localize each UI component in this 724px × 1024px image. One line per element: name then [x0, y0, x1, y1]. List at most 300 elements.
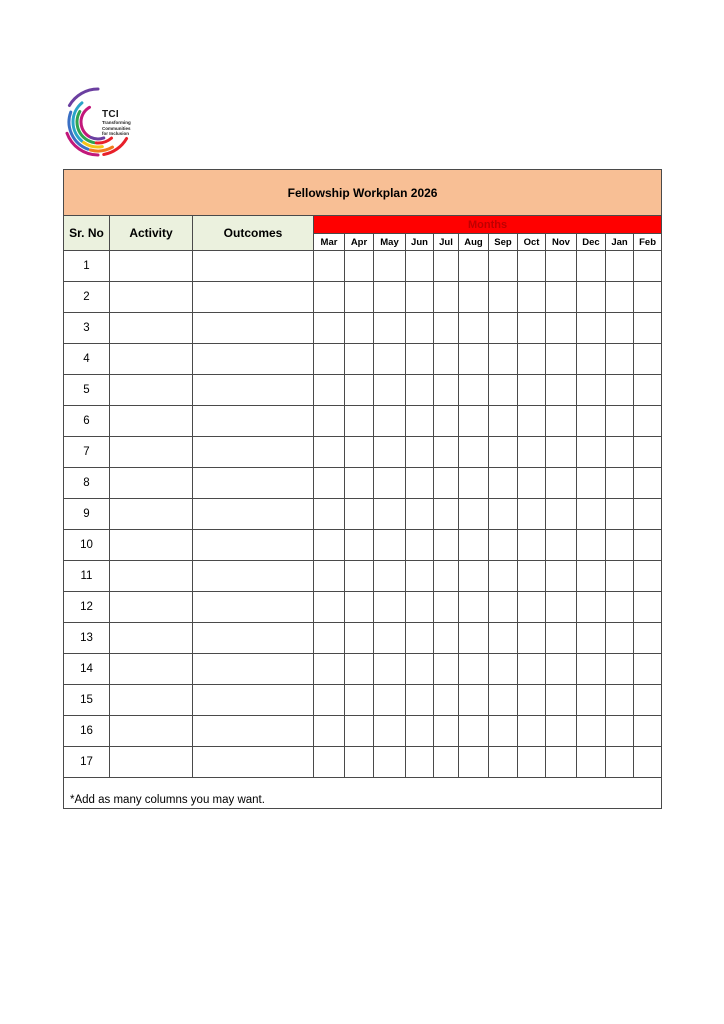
month-cell-aug[interactable] [459, 251, 489, 282]
month-cell-jan[interactable] [606, 623, 634, 654]
month-cell-jul[interactable] [434, 654, 459, 685]
month-cell-may[interactable] [374, 344, 406, 375]
month-header-apr: Apr [345, 234, 374, 251]
month-cell-dec[interactable] [577, 313, 606, 344]
month-cell-oct[interactable] [518, 685, 546, 716]
month-cell-apr[interactable] [345, 251, 374, 282]
activity-cell[interactable] [110, 747, 193, 778]
month-cell-may[interactable] [374, 499, 406, 530]
outcomes-cell[interactable] [193, 344, 314, 375]
month-cell-aug[interactable] [459, 468, 489, 499]
month-cell-mar[interactable] [314, 623, 345, 654]
month-cell-apr[interactable] [345, 623, 374, 654]
outcomes-cell[interactable] [193, 406, 314, 437]
month-cell-sep[interactable] [489, 406, 518, 437]
month-cell-may[interactable] [374, 716, 406, 747]
month-cell-feb[interactable] [634, 468, 662, 499]
row-number: 11 [64, 561, 110, 592]
row-number: 17 [64, 747, 110, 778]
month-cell-sep[interactable] [489, 654, 518, 685]
month-cell-jan[interactable] [606, 592, 634, 623]
month-cell-oct[interactable] [518, 654, 546, 685]
month-cell-mar[interactable] [314, 344, 345, 375]
month-cell-jan[interactable] [606, 313, 634, 344]
month-cell-aug[interactable] [459, 685, 489, 716]
outcomes-cell[interactable] [193, 499, 314, 530]
header-sr-no: Sr. No [64, 216, 110, 251]
month-cell-may[interactable] [374, 282, 406, 313]
activity-cell[interactable] [110, 375, 193, 406]
month-cell-jul[interactable] [434, 375, 459, 406]
table-row [64, 375, 662, 406]
month-cell-jun[interactable] [406, 251, 434, 282]
outcomes-cell[interactable] [193, 654, 314, 685]
month-cell-sep[interactable] [489, 747, 518, 778]
month-cell-may[interactable] [374, 313, 406, 344]
logo-arc [69, 89, 98, 106]
month-cell-apr[interactable] [345, 530, 374, 561]
month-cell-sep[interactable] [489, 530, 518, 561]
month-cell-jun[interactable] [406, 561, 434, 592]
logo-line-2: Communities [102, 125, 131, 131]
month-cell-nov[interactable] [546, 623, 577, 654]
month-cell-sep[interactable] [489, 468, 518, 499]
row-number: 13 [64, 623, 110, 654]
month-header-aug: Aug [459, 234, 489, 251]
table-row [64, 344, 662, 375]
month-cell-dec[interactable] [577, 468, 606, 499]
row-number: 8 [64, 468, 110, 499]
activity-cell[interactable] [110, 685, 193, 716]
month-cell-may[interactable] [374, 685, 406, 716]
month-cell-oct[interactable] [518, 251, 546, 282]
month-cell-mar[interactable] [314, 592, 345, 623]
month-cell-jan[interactable] [606, 375, 634, 406]
month-cell-jul[interactable] [434, 251, 459, 282]
row-number: 15 [64, 685, 110, 716]
month-cell-jul[interactable] [434, 530, 459, 561]
month-cell-apr[interactable] [345, 468, 374, 499]
month-cell-jul[interactable] [434, 406, 459, 437]
month-cell-oct[interactable] [518, 344, 546, 375]
month-cell-jul[interactable] [434, 592, 459, 623]
month-cell-mar[interactable] [314, 530, 345, 561]
month-cell-oct[interactable] [518, 468, 546, 499]
month-cell-mar[interactable] [314, 251, 345, 282]
logo-arc [91, 137, 104, 139]
table-row [64, 623, 662, 654]
month-cell-jan[interactable] [606, 716, 634, 747]
month-cell-jun[interactable] [406, 313, 434, 344]
month-cell-jan[interactable] [606, 685, 634, 716]
month-cell-may[interactable] [374, 406, 406, 437]
month-cell-apr[interactable] [345, 499, 374, 530]
month-cell-nov[interactable] [546, 499, 577, 530]
outcomes-cell[interactable] [193, 468, 314, 499]
month-cell-jul[interactable] [434, 561, 459, 592]
month-cell-jun[interactable] [406, 654, 434, 685]
month-cell-dec[interactable] [577, 375, 606, 406]
month-header-feb: Feb [634, 234, 662, 251]
month-cell-jun[interactable] [406, 344, 434, 375]
month-cell-apr[interactable] [345, 437, 374, 468]
month-cell-nov[interactable] [546, 561, 577, 592]
table-row [64, 747, 662, 778]
month-cell-may[interactable] [374, 623, 406, 654]
month-cell-sep[interactable] [489, 282, 518, 313]
logo-text [102, 110, 131, 137]
month-cell-aug[interactable] [459, 592, 489, 623]
month-cell-mar[interactable] [314, 685, 345, 716]
month-cell-mar[interactable] [314, 375, 345, 406]
month-cell-jun[interactable] [406, 747, 434, 778]
month-cell-apr[interactable] [345, 716, 374, 747]
month-cell-jul[interactable] [434, 468, 459, 499]
activity-cell[interactable] [110, 406, 193, 437]
month-cell-sep[interactable] [489, 499, 518, 530]
row-number: 16 [64, 716, 110, 747]
activity-cell[interactable] [110, 654, 193, 685]
table-row [64, 716, 662, 747]
row-number: 12 [64, 592, 110, 623]
month-header-sep: Sep [489, 234, 518, 251]
month-cell-dec[interactable] [577, 406, 606, 437]
month-cell-nov[interactable] [546, 716, 577, 747]
month-cell-dec[interactable] [577, 561, 606, 592]
month-cell-feb[interactable] [634, 716, 662, 747]
row-number: 14 [64, 654, 110, 685]
month-cell-may[interactable] [374, 468, 406, 499]
month-cell-jan[interactable] [606, 747, 634, 778]
month-cell-jun[interactable] [406, 282, 434, 313]
month-cell-sep[interactable] [489, 344, 518, 375]
month-cell-oct[interactable] [518, 561, 546, 592]
month-cell-nov[interactable] [546, 685, 577, 716]
month-cell-may[interactable] [374, 437, 406, 468]
row-number: 6 [64, 406, 110, 437]
month-cell-apr[interactable] [345, 685, 374, 716]
month-header-oct: Oct [518, 234, 546, 251]
month-cell-apr[interactable] [345, 344, 374, 375]
month-cell-jan[interactable] [606, 282, 634, 313]
month-cell-sep[interactable] [489, 375, 518, 406]
month-cell-oct[interactable] [518, 716, 546, 747]
row-number: 10 [64, 530, 110, 561]
workplan-table [63, 169, 662, 809]
month-header-dec: Dec [577, 234, 606, 251]
month-cell-feb[interactable] [634, 499, 662, 530]
month-header-jan: Jan [606, 234, 634, 251]
month-cell-apr[interactable] [345, 313, 374, 344]
month-cell-jan[interactable] [606, 654, 634, 685]
activity-cell[interactable] [110, 499, 193, 530]
month-cell-aug[interactable] [459, 747, 489, 778]
table-row [64, 313, 662, 344]
month-cell-oct[interactable] [518, 437, 546, 468]
table-title: Fellowship Workplan 2026 [64, 170, 662, 216]
table-row [64, 499, 662, 530]
month-cell-mar[interactable] [314, 499, 345, 530]
month-cell-aug[interactable] [459, 654, 489, 685]
month-cell-oct[interactable] [518, 747, 546, 778]
month-cell-nov[interactable] [546, 313, 577, 344]
outcomes-cell[interactable] [193, 623, 314, 654]
logo-abbr: TCI [102, 109, 120, 120]
month-cell-oct[interactable] [518, 406, 546, 437]
month-cell-apr[interactable] [345, 406, 374, 437]
month-cell-dec[interactable] [577, 282, 606, 313]
outcomes-cell[interactable] [193, 313, 314, 344]
month-cell-feb[interactable] [634, 654, 662, 685]
month-cell-jun[interactable] [406, 716, 434, 747]
header-outcomes: Outcomes [193, 216, 314, 251]
month-cell-jul[interactable] [434, 623, 459, 654]
month-cell-feb[interactable] [634, 685, 662, 716]
month-cell-aug[interactable] [459, 282, 489, 313]
table-row [64, 561, 662, 592]
month-cell-sep[interactable] [489, 716, 518, 747]
month-cell-feb[interactable] [634, 530, 662, 561]
month-cell-dec[interactable] [577, 623, 606, 654]
activity-cell[interactable] [110, 251, 193, 282]
month-cell-oct[interactable] [518, 530, 546, 561]
month-cell-jul[interactable] [434, 344, 459, 375]
month-cell-sep[interactable] [489, 623, 518, 654]
month-cell-feb[interactable] [634, 747, 662, 778]
month-cell-jul[interactable] [434, 716, 459, 747]
activity-cell[interactable] [110, 437, 193, 468]
month-cell-sep[interactable] [489, 437, 518, 468]
month-cell-nov[interactable] [546, 437, 577, 468]
month-cell-feb[interactable] [634, 623, 662, 654]
month-cell-aug[interactable] [459, 406, 489, 437]
month-cell-dec[interactable] [577, 499, 606, 530]
month-cell-sep[interactable] [489, 313, 518, 344]
month-cell-dec[interactable] [577, 747, 606, 778]
month-cell-aug[interactable] [459, 375, 489, 406]
table-row [64, 282, 662, 313]
month-cell-feb[interactable] [634, 592, 662, 623]
activity-cell[interactable] [110, 468, 193, 499]
month-header-nov: Nov [546, 234, 577, 251]
month-cell-jun[interactable] [406, 530, 434, 561]
month-cell-jan[interactable] [606, 406, 634, 437]
month-cell-jul[interactable] [434, 685, 459, 716]
month-cell-dec[interactable] [577, 685, 606, 716]
month-cell-sep[interactable] [489, 251, 518, 282]
outcomes-cell[interactable] [193, 282, 314, 313]
tci-logo [62, 84, 138, 160]
month-cell-jul[interactable] [434, 437, 459, 468]
month-cell-apr[interactable] [345, 561, 374, 592]
month-cell-feb[interactable] [634, 344, 662, 375]
logo-line-3: for Inclusion [102, 131, 129, 136]
month-cell-aug[interactable] [459, 499, 489, 530]
month-header-jul: Jul [434, 234, 459, 251]
month-cell-jul[interactable] [434, 747, 459, 778]
month-cell-jan[interactable] [606, 344, 634, 375]
activity-cell[interactable] [110, 561, 193, 592]
month-cell-dec[interactable] [577, 344, 606, 375]
month-cell-aug[interactable] [459, 437, 489, 468]
month-cell-feb[interactable] [634, 313, 662, 344]
month-cell-may[interactable] [374, 530, 406, 561]
month-cell-may[interactable] [374, 592, 406, 623]
month-cell-nov[interactable] [546, 251, 577, 282]
month-cell-jul[interactable] [434, 313, 459, 344]
month-cell-nov[interactable] [546, 282, 577, 313]
month-cell-dec[interactable] [577, 251, 606, 282]
month-header-mar: Mar [314, 234, 345, 251]
month-cell-feb[interactable] [634, 561, 662, 592]
month-cell-dec[interactable] [577, 437, 606, 468]
month-cell-dec[interactable] [577, 592, 606, 623]
month-cell-jan[interactable] [606, 468, 634, 499]
month-cell-feb[interactable] [634, 282, 662, 313]
month-cell-oct[interactable] [518, 592, 546, 623]
month-cell-aug[interactable] [459, 561, 489, 592]
month-cell-mar[interactable] [314, 654, 345, 685]
month-cell-dec[interactable] [577, 530, 606, 561]
outcomes-cell[interactable] [193, 747, 314, 778]
month-cell-jun[interactable] [406, 623, 434, 654]
month-cell-mar[interactable] [314, 313, 345, 344]
month-cell-may[interactable] [374, 251, 406, 282]
month-cell-nov[interactable] [546, 468, 577, 499]
month-cell-apr[interactable] [345, 375, 374, 406]
header-activity: Activity [110, 216, 193, 251]
month-cell-jun[interactable] [406, 406, 434, 437]
month-cell-nov[interactable] [546, 747, 577, 778]
table-row [64, 654, 662, 685]
outcomes-cell[interactable] [193, 685, 314, 716]
month-cell-oct[interactable] [518, 623, 546, 654]
month-cell-sep[interactable] [489, 592, 518, 623]
outcomes-cell[interactable] [193, 561, 314, 592]
month-cell-mar[interactable] [314, 747, 345, 778]
row-number: 1 [64, 251, 110, 282]
month-header-jun: Jun [406, 234, 434, 251]
month-cell-jan[interactable] [606, 251, 634, 282]
month-cell-feb[interactable] [634, 406, 662, 437]
month-cell-jun[interactable] [406, 437, 434, 468]
activity-cell[interactable] [110, 344, 193, 375]
month-cell-feb[interactable] [634, 375, 662, 406]
month-cell-apr[interactable] [345, 282, 374, 313]
month-cell-jan[interactable] [606, 561, 634, 592]
month-cell-oct[interactable] [518, 499, 546, 530]
month-cell-jan[interactable] [606, 499, 634, 530]
month-cell-nov[interactable] [546, 406, 577, 437]
month-cell-jun[interactable] [406, 499, 434, 530]
month-header-may: May [374, 234, 406, 251]
table-row [64, 530, 662, 561]
row-number: 9 [64, 499, 110, 530]
month-cell-jul[interactable] [434, 282, 459, 313]
table-row [64, 406, 662, 437]
month-cell-aug[interactable] [459, 716, 489, 747]
row-number: 3 [64, 313, 110, 344]
month-cell-aug[interactable] [459, 623, 489, 654]
row-number: 7 [64, 437, 110, 468]
activity-cell[interactable] [110, 530, 193, 561]
month-cell-oct[interactable] [518, 375, 546, 406]
month-cell-jun[interactable] [406, 685, 434, 716]
month-cell-jan[interactable] [606, 437, 634, 468]
outcomes-cell[interactable] [193, 716, 314, 747]
month-cell-mar[interactable] [314, 282, 345, 313]
outcomes-cell[interactable] [193, 251, 314, 282]
month-cell-jun[interactable] [406, 468, 434, 499]
month-cell-mar[interactable] [314, 716, 345, 747]
logo-arc [81, 107, 89, 136]
month-cell-aug[interactable] [459, 344, 489, 375]
month-cell-nov[interactable] [546, 375, 577, 406]
month-cell-dec[interactable] [577, 654, 606, 685]
month-cell-apr[interactable] [345, 592, 374, 623]
outcomes-cell[interactable] [193, 375, 314, 406]
note-cell [64, 778, 662, 809]
month-cell-nov[interactable] [546, 530, 577, 561]
month-cell-jul[interactable] [434, 499, 459, 530]
table-row [64, 437, 662, 468]
month-cell-jun[interactable] [406, 375, 434, 406]
month-cell-may[interactable] [374, 375, 406, 406]
outcomes-cell[interactable] [193, 530, 314, 561]
table-row [64, 592, 662, 623]
month-cell-mar[interactable] [314, 561, 345, 592]
activity-cell[interactable] [110, 623, 193, 654]
table-row [64, 251, 662, 282]
month-cell-mar[interactable] [314, 406, 345, 437]
activity-cell[interactable] [110, 313, 193, 344]
month-cell-may[interactable] [374, 561, 406, 592]
month-cell-sep[interactable] [489, 685, 518, 716]
month-cell-apr[interactable] [345, 654, 374, 685]
month-cell-mar[interactable] [314, 437, 345, 468]
month-cell-nov[interactable] [546, 344, 577, 375]
month-cell-jan[interactable] [606, 530, 634, 561]
month-cell-dec[interactable] [577, 716, 606, 747]
month-cell-aug[interactable] [459, 530, 489, 561]
outcomes-cell[interactable] [193, 592, 314, 623]
row-number: 5 [64, 375, 110, 406]
month-cell-sep[interactable] [489, 561, 518, 592]
row-number: 4 [64, 344, 110, 375]
month-cell-may[interactable] [374, 747, 406, 778]
activity-cell[interactable] [110, 716, 193, 747]
month-cell-nov[interactable] [546, 592, 577, 623]
logo-line-1: Transforming [102, 120, 131, 125]
activity-cell[interactable] [110, 282, 193, 313]
month-cell-oct[interactable] [518, 313, 546, 344]
month-cell-feb[interactable] [634, 251, 662, 282]
row-number: 2 [64, 282, 110, 313]
footnote: *Add as many columns you may want. [70, 794, 265, 806]
month-cell-oct[interactable] [518, 282, 546, 313]
table-row [64, 468, 662, 499]
month-cell-mar[interactable] [314, 468, 345, 499]
month-cell-apr[interactable] [345, 747, 374, 778]
month-cell-aug[interactable] [459, 313, 489, 344]
month-cell-nov[interactable] [546, 654, 577, 685]
month-cell-feb[interactable] [634, 437, 662, 468]
outcomes-cell[interactable] [193, 437, 314, 468]
month-cell-may[interactable] [374, 654, 406, 685]
note-row [64, 778, 662, 809]
activity-cell[interactable] [110, 592, 193, 623]
month-cell-jun[interactable] [406, 592, 434, 623]
